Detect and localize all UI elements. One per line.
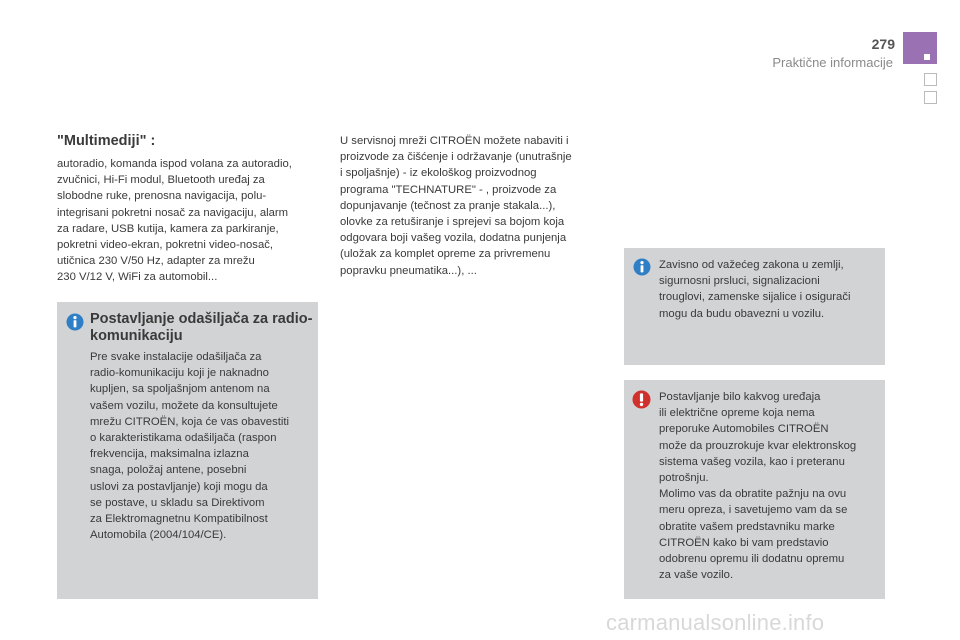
- radio-box-text: Pre svake instalacije odašiljača za radio-komunikaciju koji je naknadno kupljen, sa spoljašnjom antenom na vašem vozilu, možete da konsultujete mrežu CITROËN, koja će vas obavestiti o karakteristikama odašiljača (raspon frekvencija, maksimalna izlazna snaga, položaj antene, posebni uslovi za postavljanje) koji mogu da se postave, u skladu sa Direktivom za Elektromagnetnu Kompatibilnost Automobila (2004/104/CE).: [90, 351, 290, 542]
- warning-box: [624, 380, 885, 599]
- section-tab-3[interactable]: [924, 91, 937, 104]
- legal-info-box: [624, 248, 885, 365]
- section-tab-active[interactable]: [903, 32, 937, 64]
- info-icon: [66, 313, 84, 331]
- page-number: 279: [871, 36, 895, 52]
- tab-dot-icon: [924, 54, 930, 60]
- multimedia-text: autoradio, komanda ispod volana za autoradio, zvučnici, Hi-Fi modul, Bluetooth uređaj za slobodne ruke, prenosna navigacija, polu- integrisani pokretni nosač za navigaciju, alarm za radare, USB kutija, kamera za parkiranje, pokretni video-ekran, pokretni video-nosač, utičnica 230 V/50 Hz, adapter za mrežu 230 V/12 V, WiFi za automobil...: [57, 158, 292, 284]
- multimedia-heading: "Multimediji" :: [57, 133, 156, 149]
- info-icon: [633, 258, 651, 276]
- radio-info-box: [57, 302, 318, 599]
- watermark: carmanualsonline.info: [606, 610, 825, 635]
- warning-icon: [632, 390, 651, 409]
- radio-box-title: Postavljanje odašiljača za radio-komunikaciju: [90, 311, 313, 344]
- section-title: Praktične informacije: [772, 55, 893, 70]
- legal-box-text: Zavisno od važećeg zakona u zemlji, sigurnosni prsluci, signalizacioni trouglovi, zamenske sijalice i osigurači mogu da budu obavezni u vozilu.: [659, 259, 851, 320]
- warning-box-text: Postavljanje bilo kakvog uređaja ili električne opreme koja nema preporuke Automobiles CITROËN može da prouzrokuje kvar elektronskog sistema vašeg vozila, kao i preteranu potrošnju. Molimo vas da obratite pažnju na ovu meru opreza, i savetujemo vam da se obratite vašem predstavniku marke CITROËN kako bi vam predstavio odobrenu opremu ili dodatnu opremu za vaše vozilo.: [659, 391, 857, 582]
- network-text: U servisnoj mreži CITROËN možete nabaviti i proizvode za čišćenje i održavanje (unutrašnje i spoljašnje) - iz ekološkog proizvodnog programa "TECHNATURE" - , proizvode za dopunjavanje (tečnost za pranje stakala...), olovke za retuširanje i sprejevi sa bojom koja odgovara boji vašeg vozila, dodatna punjenja (uložak za komplet opreme za privremenu popravku pneumatika...), ...: [340, 135, 572, 277]
- section-tab-2[interactable]: [924, 73, 937, 86]
